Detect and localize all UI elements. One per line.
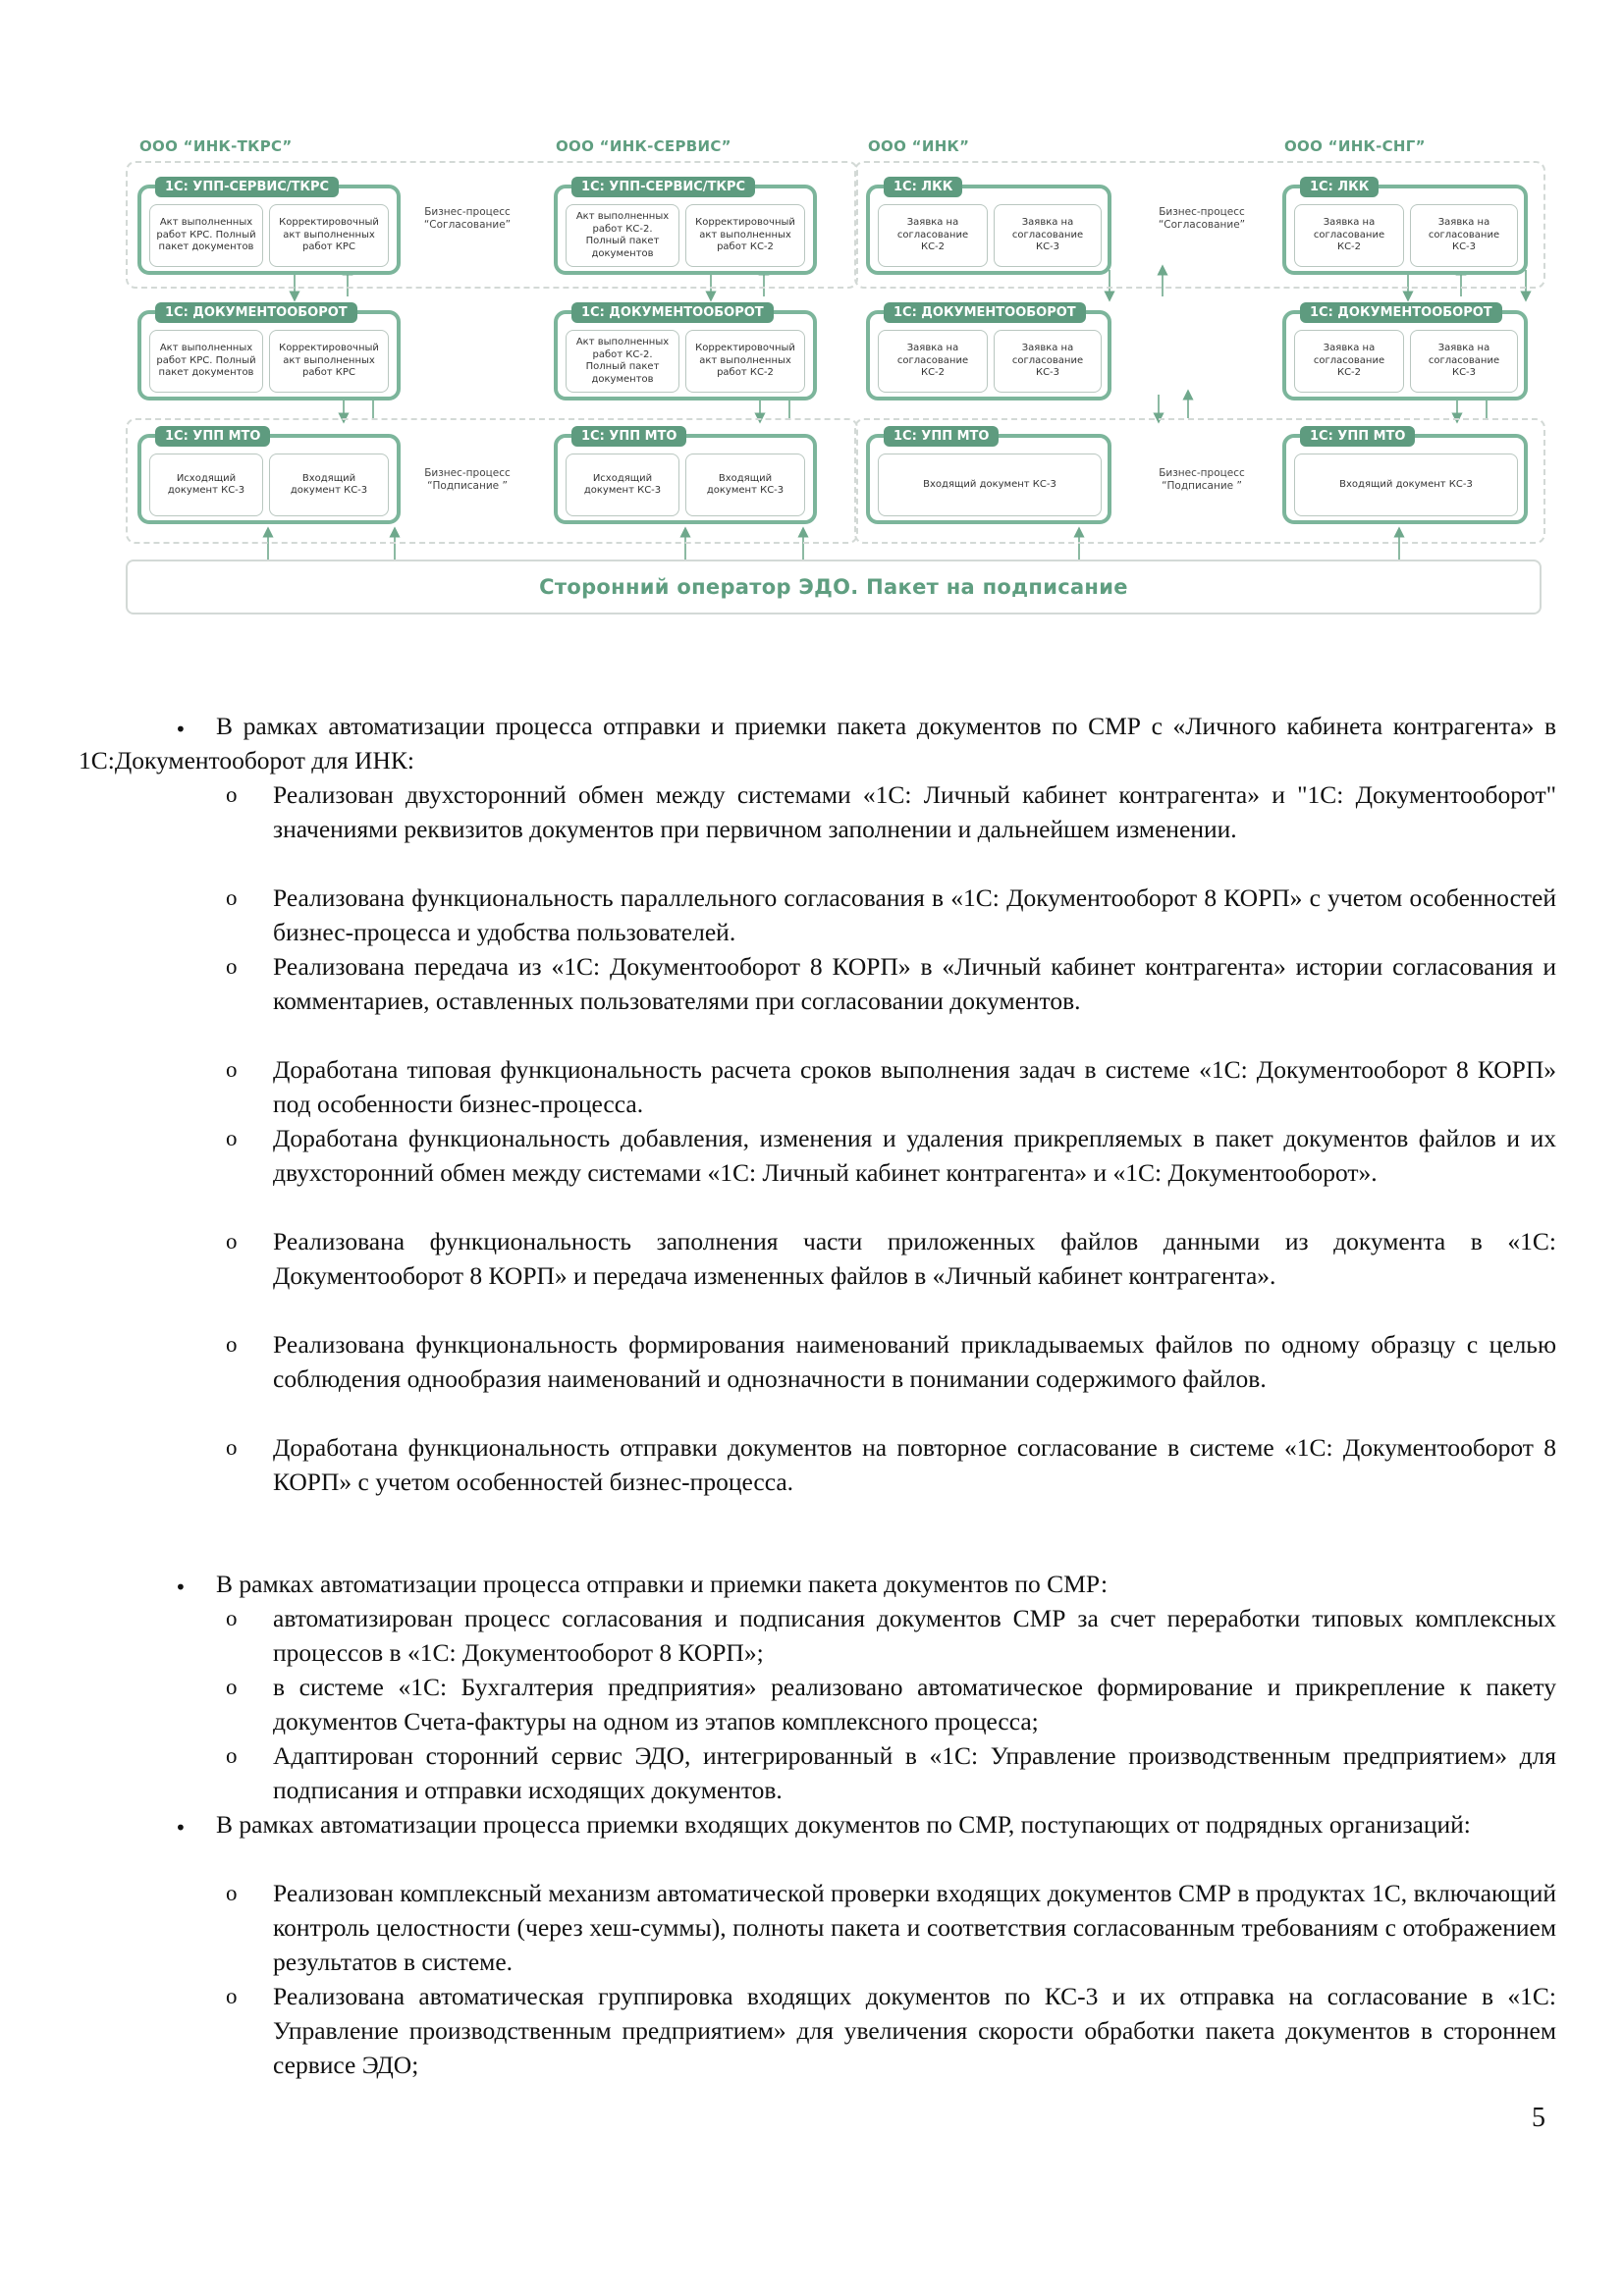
- sub-bullet-glyph: o: [226, 1229, 238, 1254]
- section-2-bullet-text: [79, 1567, 1556, 1601]
- sub-bullet-glyph: o: [226, 782, 238, 807]
- bp-approval-label: Бизнес-процесс “Согласование”: [1158, 206, 1246, 232]
- org-title-tkrs: ООО “ИНК-ТКРС”: [139, 137, 293, 155]
- doc-card: Акт выполненных работ КРС. Полный пакет документов: [149, 204, 263, 267]
- sub-bullet-glyph: o: [226, 1743, 238, 1768]
- bp-signing-label: Бизнес-процесс “Подписание ”: [1159, 467, 1245, 493]
- system-label: 1С: УПП МТО: [1300, 426, 1415, 447]
- doc-card: Входящий документ КС-3: [1294, 454, 1518, 516]
- sub-bullet-glyph: o: [226, 1057, 238, 1082]
- list-item-text: Реализована автоматическая группировка входящих документов по КС-3 и их отправка на согласование в «1С: Управление производственным предприятием» для увеличения скорости обработки пакета документов в стороннем сервисе ЭДО;: [273, 1982, 1556, 2079]
- system-label: 1С: УПП-СЕРВИС/ТКРС: [155, 177, 339, 197]
- system-label: 1С: ДОКУМЕНТООБОРОТ: [155, 302, 357, 323]
- sub-bullet-glyph: o: [226, 1675, 238, 1699]
- list-item-text: Реализован комплексный механизм автоматической проверки входящих документов СМР в продуктах 1С, включающий контроль целостности (через хеш-суммы), полноты пакета и соответствия согласованным требованиям с отображением результатов в системе.: [273, 1879, 1556, 1976]
- sub-bullet-glyph: o: [226, 1332, 238, 1357]
- sub-bullet-glyph: o: [226, 1881, 238, 1905]
- sub-bullet-glyph: o: [226, 885, 238, 910]
- sub-bullet-glyph: o: [226, 1606, 238, 1630]
- doc-card: Корректировочный акт выполненных работ КРС: [269, 204, 389, 267]
- doc-card: Корректировочный акт выполненных работ КС-2: [685, 330, 805, 393]
- doc-card: Исходящий документ КС-3: [149, 454, 263, 516]
- bp-approval-label: Бизнес-процесс “Согласование”: [423, 206, 512, 232]
- doc-card: Заявка на согласование КС-3: [1410, 330, 1518, 393]
- doc-card: Входящий документ КС-3: [878, 454, 1102, 516]
- org-title-service: ООО “ИНК-СЕРВИС”: [556, 137, 731, 155]
- list-item-text: Доработана функциональность отправки документов на повторное согласование в системе «1С: Документооборот 8 КОРП» с учетом особенностей бизнес-процесса.: [273, 1433, 1556, 1496]
- list-item-text: Доработана типовая функциональность расчета сроков выполнения задач в системе «1С: Документооборот 8 КОРП» под особенности бизнес-процесса.: [273, 1055, 1556, 1118]
- sub-bullet-glyph: o: [226, 1984, 238, 2008]
- system-label: 1С: ДОКУМЕНТООБОРОТ: [1300, 302, 1502, 323]
- sub-bullet-glyph: o: [226, 954, 238, 979]
- doc-card: Заявка на согласование КС-2: [878, 330, 988, 393]
- sub-bullet-glyph: o: [226, 1435, 238, 1460]
- system-label: 1С: УПП-СЕРВИС/ТКРС: [571, 177, 755, 197]
- list-item-text: Реализована функциональность формирования наименований прикладываемых файлов по одному образцу с целью соблюдения однообразия наименований и однозначности в понимании содержимого файлов.: [273, 1330, 1556, 1393]
- list-item-text: Реализована функциональность параллельного согласования в «1С: Документооборот 8 КОРП» с учетом особенностей бизнес-процесса и удобства пользователей.: [273, 883, 1556, 946]
- bullet-glyph: •: [175, 1816, 187, 1840]
- doc-card: Заявка на согласование КС-3: [994, 204, 1102, 267]
- system-upp-service-tkrs: [137, 180, 401, 275]
- system-label: 1С: УПП МТО: [884, 426, 999, 447]
- integration-diagram: [126, 128, 1542, 618]
- sub-bullet-glyph: o: [226, 1126, 238, 1150]
- bullet-glyph: •: [175, 1575, 187, 1599]
- doc-card: Корректировочный акт выполненных работ КС-2: [685, 204, 805, 267]
- bullet-text: В рамках автоматизации процесса отправки и приемки пакета документов по СМР с «Личного кабинета контрагента» в 1С:Документооборот для ИНК:: [79, 712, 1556, 774]
- section-1-bullet-text: [79, 709, 1556, 777]
- system-docflow: [1282, 305, 1528, 400]
- doc-card: Заявка на согласование КС-2: [878, 204, 988, 267]
- doc-card: Заявка на согласование КС-3: [1410, 204, 1518, 267]
- list-item-text: Реализована передача из «1С: Документооборот 8 КОРП» в «Личный кабинет контрагента» истории согласования и комментариев, оставленных пользователями при согласовании документов.: [273, 952, 1556, 1015]
- doc-card: Заявка на согласование КС-3: [994, 330, 1102, 393]
- doc-card: Акт выполненных работ КС-2. Полный пакет документов: [566, 330, 679, 393]
- doc-card: Заявка на согласование КС-2: [1294, 204, 1404, 267]
- system-upp-mto: [1282, 429, 1528, 524]
- edo-operator-bar: Сторонний оператор ЭДО. Пакет на подписание: [126, 560, 1542, 614]
- system-label: 1С: ЛКК: [884, 177, 962, 197]
- system-upp-mto: [137, 429, 401, 524]
- list-item-text: Доработана функциональность добавления, изменения и удаления прикрепляемых в пакет документов файлов и их двухсторонний обмен между системами «1С: Личный кабинет контрагента» и «1С: Документооборот».: [273, 1124, 1556, 1187]
- list-item-text: Реализована функциональность заполнения части приложенных файлов данными из документа в «1С: Документооборот 8 КОРП» и передача измененных файлов в «Личный кабинет контрагента».: [273, 1227, 1556, 1290]
- system-label: 1С: УПП МТО: [571, 426, 686, 447]
- bullet-text: В рамках автоматизации процесса отправки и приемки пакета документов по СМР:: [216, 1570, 1109, 1598]
- system-label: 1С: ДОКУМЕНТООБОРОТ: [571, 302, 774, 323]
- list-item-text: автоматизирован процесс согласования и подписания документов СМР за счет переработки типовых комплексных процессов в «1С: Документооборот 8 КОРП»;: [273, 1604, 1556, 1667]
- doc-card: Входящий документ КС-3: [685, 454, 805, 516]
- system-lkk: [866, 180, 1111, 275]
- system-upp-mto: [866, 429, 1111, 524]
- system-upp-mto: [554, 429, 817, 524]
- list-item-text: Реализован двухсторонний обмен между системами «1С: Личный кабинет контрагента» и "1С: Документооборот" значениями реквизитов документов при первичном заполнении и дальнейшем изменении.: [273, 780, 1556, 843]
- system-docflow: [137, 305, 401, 400]
- org-title-ink: ООО “ИНК”: [868, 137, 970, 155]
- list-item-text: в системе «1С: Бухгалтерия предприятия» реализовано автоматическое формирование и прикрепление к пакету документов Счета-фактуры на одном из этапов комплексного процесса;: [273, 1673, 1556, 1735]
- bp-signing-label: Бизнес-процесс “Подписание ”: [424, 467, 511, 493]
- system-label: 1С: УПП МТО: [155, 426, 270, 447]
- doc-card: Акт выполненных работ КС-2. Полный пакет документов: [566, 204, 679, 267]
- page-number: 5: [1532, 2103, 1545, 2133]
- doc-card: Корректировочный акт выполненных работ КРС: [269, 330, 389, 393]
- bullet-text: В рамках автоматизации процесса приемки входящих документов по СМР, поступающих от подрядных организаций:: [216, 1810, 1471, 1839]
- bullet-glyph: •: [175, 718, 187, 741]
- system-label: 1С: ДОКУМЕНТООБОРОТ: [884, 302, 1086, 323]
- doc-card: Заявка на согласование КС-2: [1294, 330, 1404, 393]
- system-lkk: [1282, 180, 1528, 275]
- list-item-text: Адаптирован сторонний сервис ЭДО, интегрированный в «1С: Управление производственным предприятием» для подписания и отправки исходящих документов.: [273, 1741, 1556, 1804]
- doc-card: Акт выполненных работ КРС. Полный пакет документов: [149, 330, 263, 393]
- system-docflow: [554, 305, 817, 400]
- system-upp-service-tkrs: [554, 180, 817, 275]
- org-title-sng: ООО “ИНК-СНГ”: [1284, 137, 1426, 155]
- section-3-bullet-text: [79, 1807, 1556, 1842]
- doc-card: Входящий документ КС-3: [269, 454, 389, 516]
- system-docflow: [866, 305, 1111, 400]
- doc-card: Исходящий документ КС-3: [566, 454, 679, 516]
- system-label: 1С: ЛКК: [1300, 177, 1379, 197]
